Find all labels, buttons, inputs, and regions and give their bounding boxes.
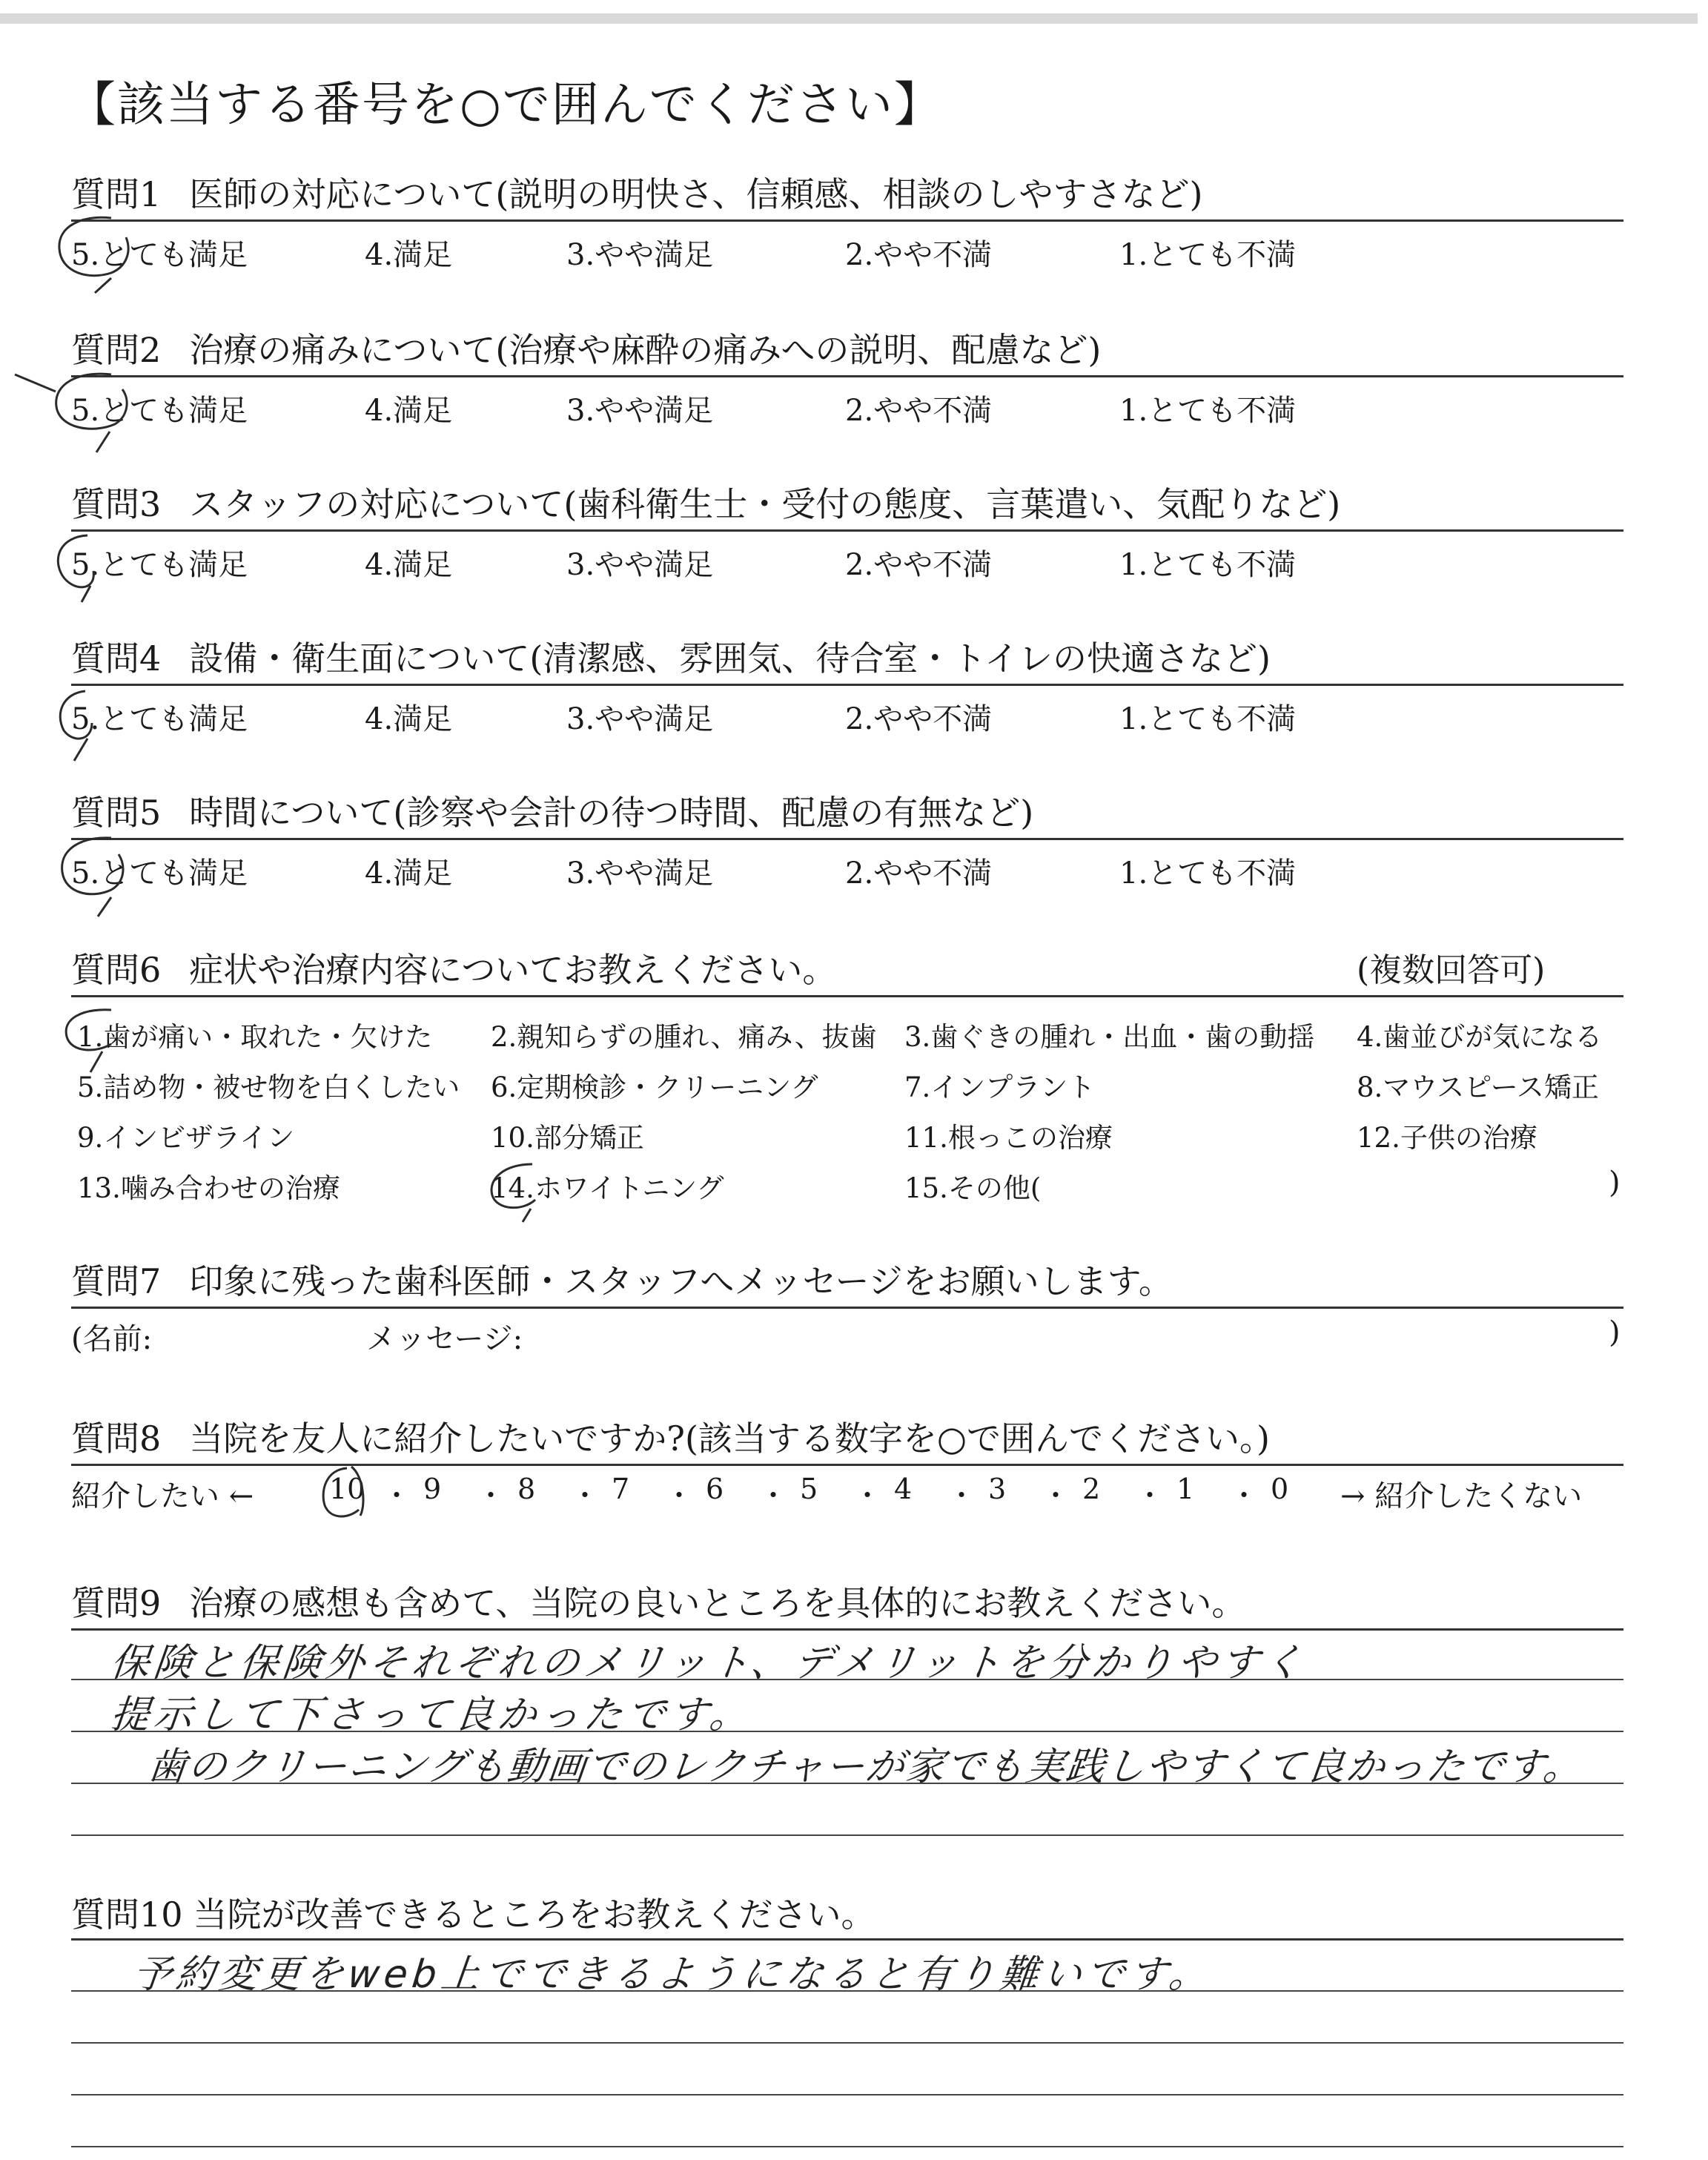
page-header: 【該当する番号を○で囲んでください】 <box>68 78 943 133</box>
question-5 <box>71 786 1033 835</box>
q7-close-paren: ) <box>1609 1315 1621 1350</box>
q5-option-1[interactable]: 1.とても不満 <box>1119 856 1297 891</box>
q6-option-10[interactable]: 10.部分矯正 <box>491 1122 644 1154</box>
q6-option-11[interactable]: 11.根っこの治療 <box>904 1122 1113 1154</box>
q5-option-3[interactable]: 3.やや満足 <box>566 856 714 891</box>
q7-name-label: (名前: <box>71 1322 153 1356</box>
q4-option-2[interactable]: 2.やや不満 <box>845 702 993 736</box>
question-rule <box>71 684 1623 686</box>
recommend-score-0[interactable]: 0 <box>1271 1473 1289 1505</box>
q2-option-5[interactable]: 5.とても満足 <box>71 394 248 428</box>
answer-line <box>71 2042 1623 2044</box>
question-rule <box>71 1464 1623 1466</box>
question-8 <box>71 1412 1270 1461</box>
question-text: 印象に残った歯科医師・スタッフへメッセージをお願いします。 <box>189 1261 1173 1301</box>
recommend-score-9[interactable]: 9 <box>423 1473 442 1505</box>
question-10 <box>71 1888 875 1937</box>
recommend-score-10[interactable]: 10 <box>329 1473 365 1505</box>
scan-edge <box>0 13 1698 24</box>
q6-option-1[interactable]: 1.歯が痛い・取れた・欠けた <box>77 1021 433 1053</box>
question-text: 治療の痛みについて(治療や麻酔の痛みへの説明、配慮など) <box>189 330 1102 370</box>
q9-answer-line-3: 歯のクリーニングも動画でのレクチャーが家でも実践しやすくて良かったです。 <box>145 1745 1586 1789</box>
scale-separator-dot: ・ <box>665 1479 694 1512</box>
recommend-score-8[interactable]: 8 <box>517 1473 536 1505</box>
question-number: 質問8 <box>71 1418 162 1459</box>
question-number: 質問6 <box>71 950 162 990</box>
q6-option-8[interactable]: 8.マウスピース矯正 <box>1357 1071 1599 1103</box>
q9-answer-line-1: 保険と保険外それぞれのメリット、デメリットを分かりやすく <box>108 1641 1309 1685</box>
question-rule <box>71 1307 1623 1309</box>
recommend-score-5[interactable]: 5 <box>800 1473 818 1505</box>
question-rule <box>71 1938 1623 1941</box>
answer-line <box>71 2094 1623 2095</box>
q6-option-4[interactable]: 4.歯並びが気になる <box>1357 1021 1603 1053</box>
q6-option-6[interactable]: 6.定期検診・クリーニング <box>491 1071 818 1103</box>
scale-separator-dot: ・ <box>853 1479 882 1512</box>
q3-option-1[interactable]: 1.とても不満 <box>1119 548 1297 582</box>
question-number: 質問1 <box>71 174 162 214</box>
scale-separator-dot: ・ <box>759 1479 788 1512</box>
q7-message-label: メッセージ: <box>366 1322 523 1356</box>
question-text: 症状や治療内容についてお教えください。 <box>189 950 837 990</box>
q3-option-4[interactable]: 4.満足 <box>365 548 453 582</box>
q6-other-close-paren: ) <box>1609 1166 1621 1200</box>
q5-option-4[interactable]: 4.満足 <box>365 856 453 891</box>
q1-option-5[interactable]: 5.とても満足 <box>71 238 248 272</box>
recommend-score-6[interactable]: 6 <box>706 1473 724 1505</box>
question-number: 質問5 <box>71 793 162 833</box>
q1-option-3[interactable]: 3.やや満足 <box>566 238 714 272</box>
question-9 <box>71 1576 1245 1625</box>
q1-option-1[interactable]: 1.とても不満 <box>1119 238 1297 272</box>
q6-option-2[interactable]: 2.親知らずの腫れ、痛み、抜歯 <box>491 1021 877 1053</box>
q1-option-4[interactable]: 4.満足 <box>365 238 453 272</box>
question-7 <box>71 1255 1173 1304</box>
question-text: 当院が改善できるところをお教えください。 <box>193 1895 875 1935</box>
q8-left-label: 紹介したい ← <box>71 1479 254 1513</box>
answer-line <box>71 2146 1623 2147</box>
question-text: 設備・衛生面について(清潔感、雰囲気、待合室・トイレの快適さなど) <box>189 638 1271 678</box>
q6-option-12[interactable]: 12.子供の治療 <box>1357 1122 1537 1154</box>
scale-separator-dot: ・ <box>1042 1479 1070 1512</box>
question-text: 時間について(診察や会計の待つ時間、配慮の有無など) <box>189 793 1034 833</box>
q9-answer-line-2: 提示して下さって良かったです。 <box>108 1693 755 1737</box>
q2-option-3[interactable]: 3.やや満足 <box>566 394 714 428</box>
q10-answer-line-1: 予約変更をweb上でできるようになると有り難いです。 <box>130 1952 1214 1997</box>
scale-separator-dot: ・ <box>947 1479 976 1512</box>
question-rule <box>71 838 1623 840</box>
q6-option-15[interactable]: 15.その他( <box>904 1172 1042 1204</box>
question-3 <box>71 478 1340 526</box>
question-rule <box>71 375 1623 377</box>
question-rule <box>71 219 1623 222</box>
question-text: 治療の感想も含めて、当院の良いところを具体的にお教えください。 <box>189 1583 1246 1623</box>
question-number: 質問9 <box>71 1583 162 1623</box>
recommend-score-3[interactable]: 3 <box>988 1473 1007 1505</box>
recommend-score-1[interactable]: 1 <box>1176 1473 1195 1505</box>
question-rule <box>71 529 1623 532</box>
q6-option-5[interactable]: 5.詰め物・被せ物を白くしたい <box>77 1071 460 1103</box>
scale-separator-dot: ・ <box>571 1479 600 1512</box>
question-text: 当院を友人に紹介したいですか?(該当する数字を○で囲んでください。) <box>189 1418 1270 1459</box>
question-number: 質問7 <box>71 1261 162 1301</box>
question-6 <box>71 943 836 992</box>
recommend-score-7[interactable]: 7 <box>612 1473 630 1505</box>
q6-option-13[interactable]: 13.噛み合わせの治療 <box>77 1172 340 1204</box>
recommend-score-2[interactable]: 2 <box>1082 1473 1101 1505</box>
question-number: 質問4 <box>71 638 162 678</box>
q1-option-2[interactable]: 2.やや不満 <box>845 238 993 272</box>
question-2 <box>71 323 1101 372</box>
q8-right-label: → 紹介したくない <box>1340 1479 1583 1513</box>
q2-option-4[interactable]: 4.満足 <box>365 394 453 428</box>
question-number: 質問10 <box>71 1895 183 1935</box>
question-text: スタッフの対応について(歯科衛生士・受付の態度、言葉遣い、気配りなど) <box>189 484 1341 524</box>
question-number: 質問3 <box>71 484 162 524</box>
q2-option-1[interactable]: 1.とても不満 <box>1119 394 1297 428</box>
q5-option-2[interactable]: 2.やや不満 <box>845 856 993 891</box>
question-4 <box>71 632 1271 681</box>
scale-separator-dot: ・ <box>1136 1479 1165 1512</box>
q3-option-3[interactable]: 3.やや満足 <box>566 548 714 582</box>
q4-option-3[interactable]: 3.やや満足 <box>566 702 714 736</box>
q4-option-4[interactable]: 4.満足 <box>365 702 453 736</box>
q6-option-9[interactable]: 9.インビザライン <box>77 1122 295 1154</box>
q3-option-5[interactable]: 5.とても満足 <box>71 548 248 582</box>
question-rule <box>71 995 1623 997</box>
q4-option-5[interactable]: 5.とても満足 <box>71 702 248 736</box>
q5-option-5[interactable]: 5.とても満足 <box>71 856 248 891</box>
scale-separator-dot: ・ <box>1230 1479 1259 1512</box>
scale-separator-dot: ・ <box>383 1479 411 1512</box>
question-1 <box>71 168 1202 217</box>
q6-option-3[interactable]: 3.歯ぐきの腫れ・出血・歯の動揺 <box>904 1021 1315 1053</box>
multiple-answers-note: (複数回答可) <box>1357 951 1546 989</box>
q4-option-1[interactable]: 1.とても不満 <box>1119 702 1297 736</box>
question-text: 医師の対応について(説明の明快さ、信頼感、相談のしやすさなど) <box>189 174 1203 214</box>
q6-option-14[interactable]: 14.ホワイトニング <box>491 1172 724 1204</box>
scale-separator-dot: ・ <box>477 1479 506 1512</box>
q2-option-2[interactable]: 2.やや不満 <box>845 394 993 428</box>
q3-option-2[interactable]: 2.やや不満 <box>845 548 993 582</box>
answer-line <box>71 1834 1623 1836</box>
recommend-score-4[interactable]: 4 <box>894 1473 913 1505</box>
question-number: 質問2 <box>71 330 162 370</box>
question-rule <box>71 1628 1623 1631</box>
q6-option-7[interactable]: 7.インプラント <box>904 1071 1096 1103</box>
